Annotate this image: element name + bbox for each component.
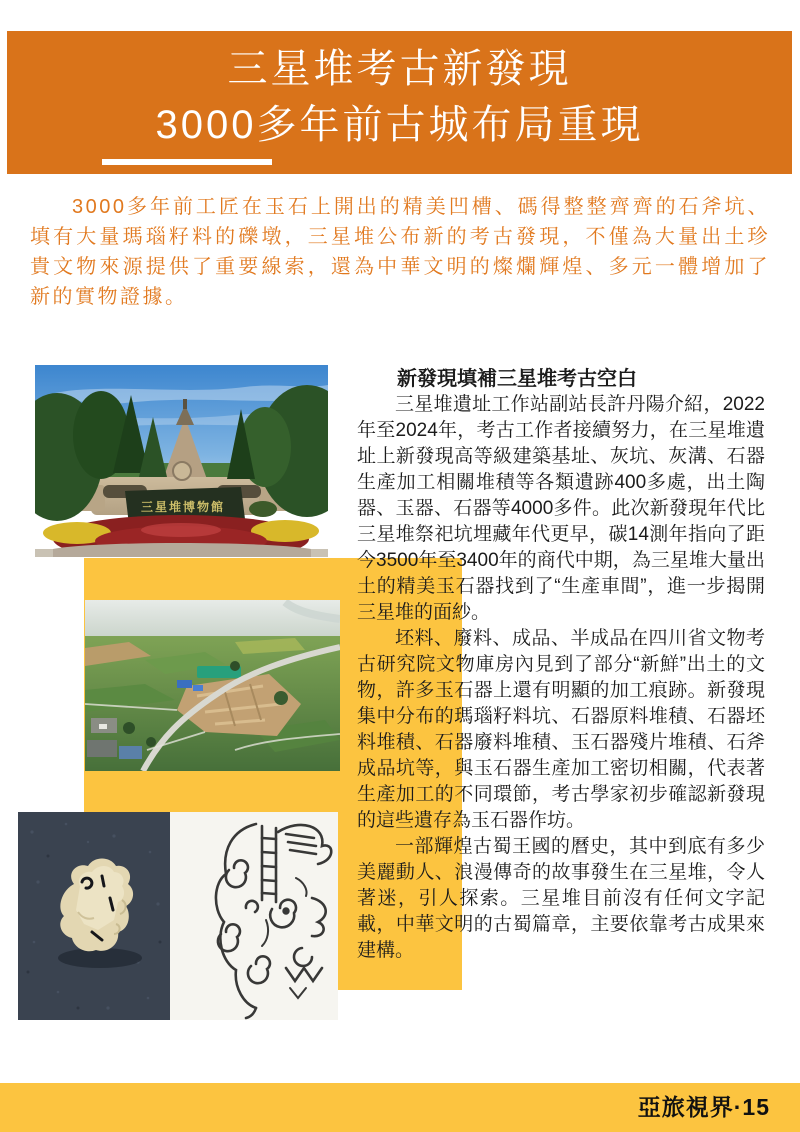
- footer-page-label: 亞旅視界·15: [637, 1094, 770, 1120]
- museum-entrance-photo: [35, 365, 328, 557]
- article-heading: 新發現填補三星堆考古空白: [397, 368, 637, 390]
- museum-sign-text: 三星堆博物館: [140, 500, 226, 514]
- footer-band: [0, 1083, 800, 1132]
- header-band: [7, 31, 792, 174]
- page-title: [7, 31, 792, 153]
- aerial-site-photo: [85, 600, 340, 771]
- article-paragraph-3: 一部輝煌古蜀王國的曆史，其中到底有多少美麗動人、浪漫傳奇的故事發生在三星堆，令人著迷，引人探索。三星堆目前沒有任何文字記載，中華文明的古蜀篇章，主要依靠考古成果來建構。: [357, 836, 765, 961]
- face-rubbing-image: [170, 812, 338, 1020]
- title-underline: [102, 159, 272, 165]
- intro-paragraph: 3000多年前工匠在玉石上開出的精美凹槽、碼得整整齊齊的石斧坑、填有大量瑪瑙籽料的礫墩，三星堆公布新的考古發現，不僅為大量出土珍貴文物來源提供了重要線索，還為中華文明的燦爛輝煌、多元一體增加了新的實物證據。: [30, 196, 770, 308]
- page-title-line2: 3000多年前古城布局重現: [155, 103, 644, 147]
- article-paragraph-2: 坯料、廢料、成品、半成品在四川省文物考古研究院文物庫房內見到了部分“新鮮”出土的文物，許多玉石器上還有明顯的加工痕跡。新發現集中分布的瑪瑙籽料坑、石器原料堆積、石器坯料堆積、石器廢料堆積、玉石器殘片堆積、石斧成品坑等，與玉石器生產加工密切相關，代表著生產加工的不同環節，考古學家初步確認新發現的這些遺存為玉石器作坊。: [357, 628, 765, 831]
- article-column: [357, 366, 765, 964]
- page-title-line1: 三星堆考古新發現: [227, 47, 572, 91]
- article-paragraph-1: 三星堆遺址工作站副站長許丹陽介紹，2022年至2024年，考古工作者接續努力，在三星堆遺址上新發現高等級建築基址、灰坑、灰溝、石器生產加工相關堆積等各類遺跡400多處，出土陶器、玉器、石器等4000多件。此次新發現年代比三星堆祭祀坑埋藏年代更早，碳14測年指向了距今3500年至3400年的商代中期，為三星堆大量出土的精美玉石器找到了“生產車間”，進一步揭開三星堆的面紗。: [357, 394, 765, 623]
- artifact-photo-pair: [18, 812, 338, 1020]
- jade-fragment-photo: [18, 812, 170, 1020]
